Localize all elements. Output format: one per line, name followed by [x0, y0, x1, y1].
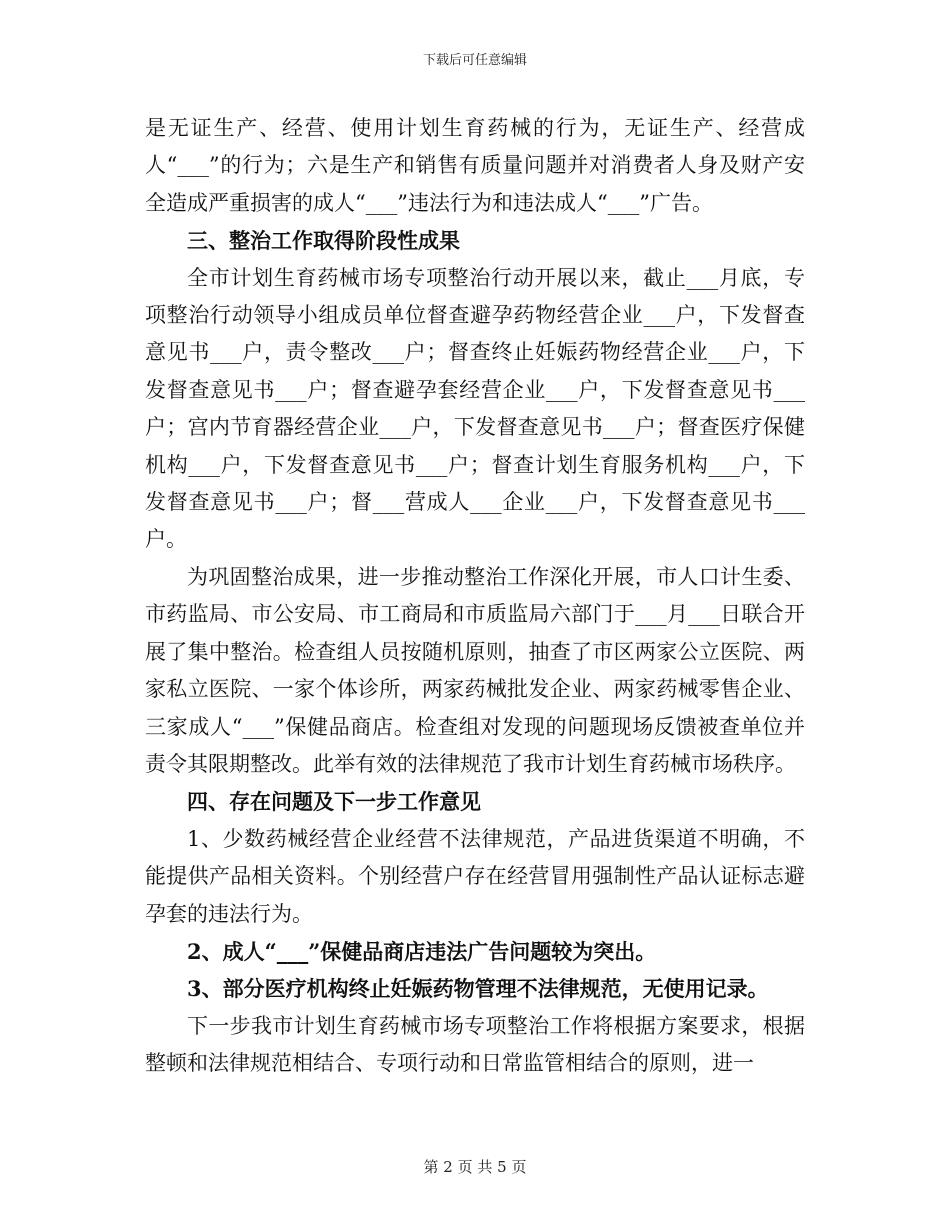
page-footer: 第 2 页 共 5 页 — [423, 1158, 527, 1176]
problem-point-1: 1、少数药械经营企业经营不法律规范，产品进货渠道不明确，不能提供产品相关资料。个别经营户存在经营冒用强制性产品认证标志避孕套的违法行为。 — [145, 826, 805, 926]
problem-point-2: 2、成人“___”保健品商店违法广告问题较为突出。 — [187, 938, 657, 964]
document-body — [145, 110, 805, 1083]
paragraph-next-steps: 下一步我市计划生育药械市场专项整治工作将根据方案要求，根据整顿和法律规范相结合、专项行动和日常监管相结合的原则，进一 — [145, 1013, 805, 1076]
paragraph-results-1: 全市计划生育药械市场专项整治行动开展以来，截止___月底，专项整治行动领导小组成员单位督查避孕药物经营企业___户，下发督查意见书___户，责令整改___户；督查终止妊娠药物经营企业___户，下发督查意见书___户；督查避孕套经营企业___户，下发督查意见书___户；宫内节育器经营企业___户，下发督查意见书___户；督查医疗保健机构___户，下发督查意见书___户；督查计划生育服务机构___户，下发督查意见书___户；督___营成人___企业___户，下发督查意见书___户。 — [145, 265, 805, 552]
paragraph-continuation: 是无证生产、经营、使用计划生育药械的行为，无证生产、经营成人“___”的行为；六是生产和销售有质量问题并对消费者人身及财产安全造成严重损害的成人“___”违法行为和违法成人“___”广告。 — [145, 116, 805, 215]
paragraph-results-2: 为巩固整治成果，进一步推动整治工作深化开展，市人口计生委、市药监局、市公安局、市工商局和市质监局六部门于___月___日联合开展了集中整治。检查组人员按随机原则，抽查了市区两家公立医院、两家私立医院、一家个体诊所，两家药械批发企业、两家药械零售企业、三家成人“___”保健品商店。检查组对发现的问题现场反馈被查单位并责令其限期整改。此举有效的法律规范了我市计划生育药械市场秩序。 — [145, 564, 805, 776]
section-heading-3: 三、整治工作取得阶段性成果 — [187, 228, 460, 254]
problem-point-3: 3、部分医疗机构终止妊娠药物管理不法律规范，无使用记录。 — [187, 976, 769, 1002]
page-header: 下载后可任意编辑 — [422, 53, 527, 68]
section-heading-4: 四、存在问题及下一步工作意见 — [187, 789, 481, 815]
